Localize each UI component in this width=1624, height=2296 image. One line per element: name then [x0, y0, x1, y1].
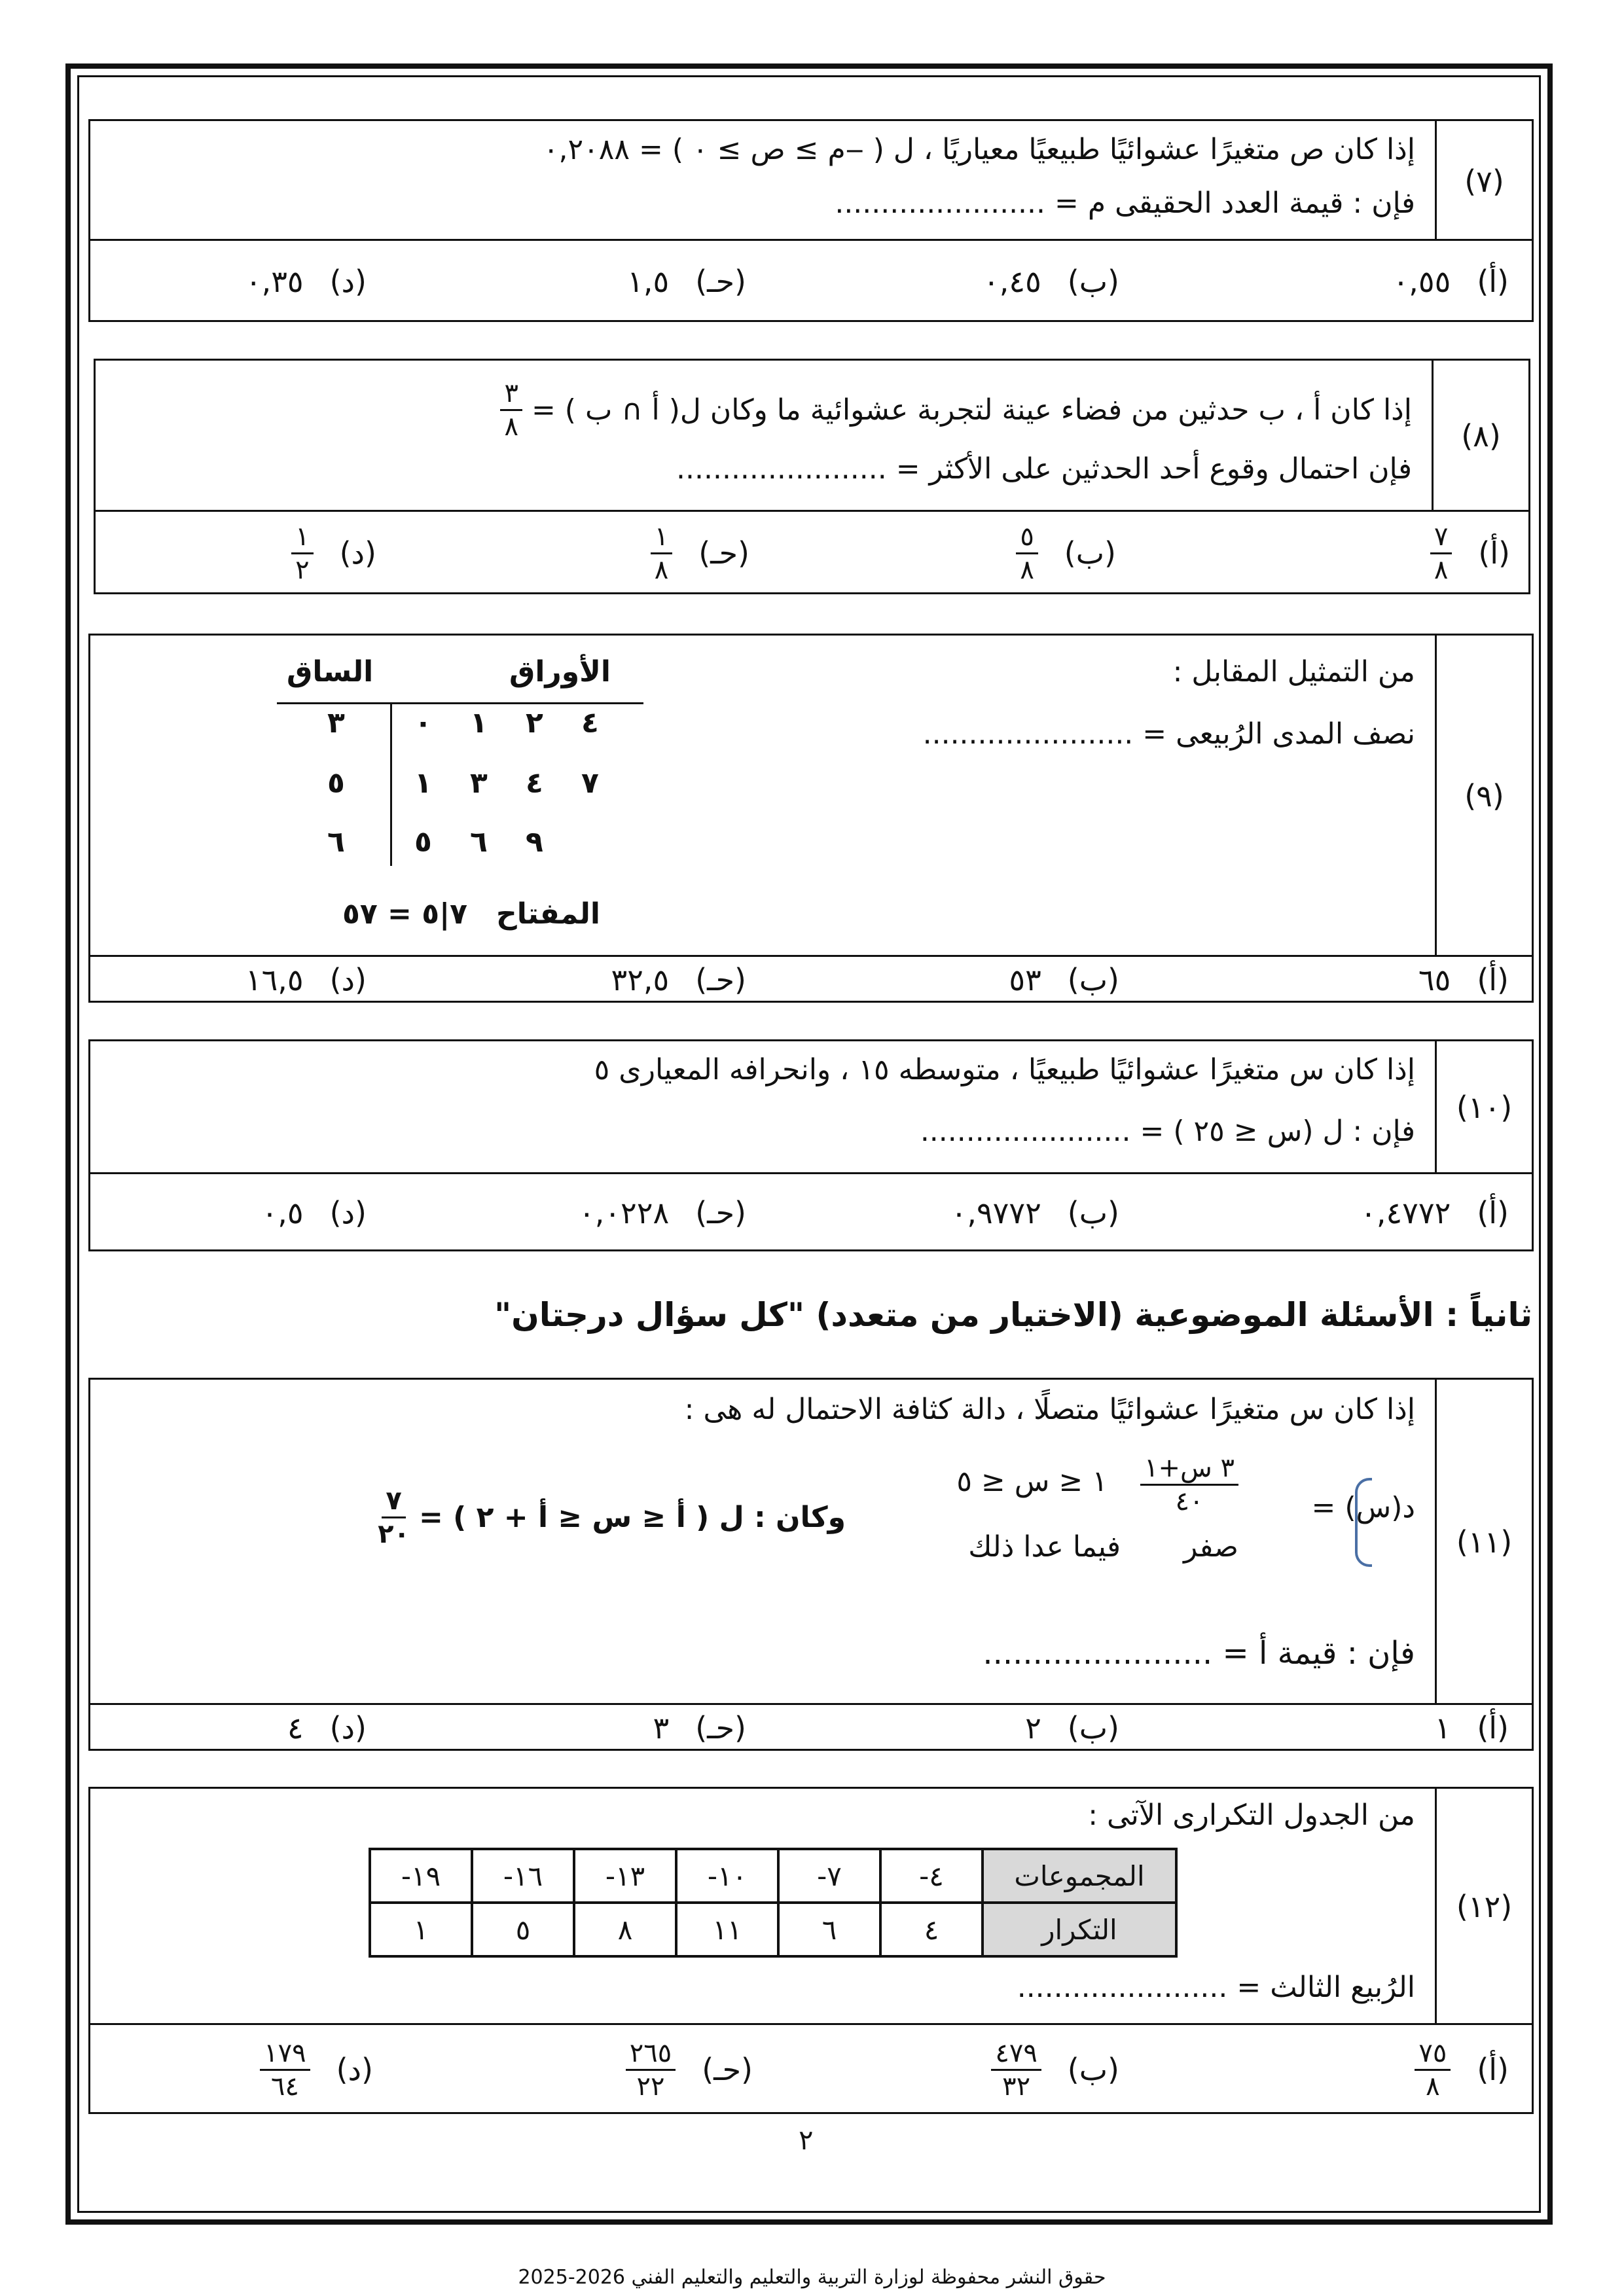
leaf-value: ٦: [470, 825, 488, 859]
option-c[interactable]: (حـ) ٣٢,٥: [611, 962, 746, 997]
section-title: ثانياً : الأسئلة الموضوعية (الاختيار من متعدد) "كل سؤال درجتان": [494, 1296, 1532, 1334]
option-d[interactable]: (د) ١٦,٥: [245, 962, 367, 997]
table-cell: ١٦-: [472, 1849, 574, 1903]
option-b[interactable]: (ب) ٠,٤٥: [983, 264, 1119, 299]
option-c[interactable]: (حـ) ١,٥: [627, 264, 746, 299]
leaf-value: ٠: [414, 706, 432, 740]
fraction: $\frac{٣}{٨}$: [500, 380, 522, 440]
stem-line-1: إذا كان س متغيرًا عشوائيًا متصلًا ، دالة كثافة الاحتمال له هى :: [684, 1393, 1415, 1426]
stem-line-1: إذا كان ص متغيرًا عشوائيًا طبيعيًا معياريًا ، ل ( ‒م ≥ ص ≥ ٠ ) = ٠,٢٠٨٨: [543, 133, 1415, 166]
option-a[interactable]: (أ) $\frac{٧٥}{٨}$: [1415, 2025, 1509, 2114]
option-d[interactable]: (د) ٤: [287, 1710, 367, 1746]
options-row: [90, 955, 1532, 1003]
table-row: [370, 1849, 1176, 1903]
options-row: [90, 2023, 1532, 2114]
copyright-footer: حقوق النشر محفوظة لوزارة التربية والتعليم والتعليم الفني 2026-2025: [518, 2266, 1106, 2289]
stem-value: ٦: [327, 825, 345, 859]
row-header: المجموعات: [983, 1849, 1176, 1903]
table-cell: ٦: [778, 1903, 880, 1956]
option-b[interactable]: (ب) $\frac{٤٧٩}{٣٢}$: [991, 2025, 1119, 2114]
option-a[interactable]: (أ) ٠,٤٧٧٢: [1360, 1195, 1509, 1230]
leaf-value: ١: [470, 706, 488, 740]
leaf-value: ٧: [581, 766, 599, 800]
option-d[interactable]: (د) ٠,٥: [261, 1195, 367, 1230]
stem-value: ٣: [327, 706, 345, 740]
page-number: ٢: [799, 2124, 814, 2156]
options-row: [90, 1703, 1532, 1751]
table-cell: ١٠-: [676, 1849, 778, 1903]
piece-1-condition: ١ ≤ س ≤ ٥: [956, 1465, 1108, 1498]
leaf-value: ٢: [526, 706, 543, 740]
leaf-value: ٣: [470, 766, 488, 800]
option-c[interactable]: (حـ) ٣: [653, 1710, 746, 1746]
options-row: [90, 1172, 1532, 1251]
stem-line-2: فإن احتمال وقوع أحد الحدثين على الأكثر = .......................: [676, 452, 1412, 486]
table-cell: ٨: [574, 1903, 676, 1956]
leaf-value: ١: [414, 766, 432, 800]
question-7: [88, 119, 1534, 322]
options-row: [90, 239, 1532, 322]
stem-line-1: إذا كان أ ، ب حدثين من فضاء عينة لتجربة عشوائية ما وكان ل( أ ∩ ب ) = $\frac{٣}{٨}$: [500, 380, 1412, 440]
table-cell: ٤-: [880, 1849, 983, 1903]
option-c[interactable]: (حـ) ٠,٠٢٢٨: [579, 1195, 746, 1230]
option-d[interactable]: (د) $\frac{١٧٩}{٦٤}$: [260, 2025, 373, 2114]
table-cell: ٥: [472, 1903, 574, 1956]
key-value: ٧|٥ = ٥٧: [342, 897, 468, 931]
option-b[interactable]: (ب) ٥٣: [1009, 962, 1119, 997]
frequency-table: [369, 1848, 1178, 1958]
key-label: المفتاح: [496, 897, 600, 931]
question-8: [94, 359, 1530, 594]
stem-line-2: فإن : ل (س ≤ ٢٥ ) = .......................: [920, 1115, 1415, 1148]
option-a[interactable]: (أ) $\frac{٧}{٨}$: [1430, 512, 1510, 594]
question-number: (١١): [1435, 1380, 1532, 1704]
question-stem: [96, 361, 1432, 511]
question-number: (٧): [1435, 121, 1532, 241]
option-a[interactable]: (أ) ٦٥: [1418, 962, 1509, 997]
option-a[interactable]: (أ) ٠,٥٥: [1392, 264, 1509, 299]
stem-line-2: نصف المدى الرُبيعى = .......................: [922, 717, 1415, 751]
stem-line-3: فإن : قيمة أ = .......................: [983, 1635, 1415, 1672]
option-d[interactable]: (د) ٠,٣٥: [245, 264, 367, 299]
stem-line-2: فإن : قيمة العدد الحقيقى م = .......................: [835, 187, 1415, 220]
question-number: (٩): [1435, 636, 1532, 956]
leaf-header: الأوراق: [509, 655, 611, 689]
leaf-value: ٤: [526, 766, 543, 800]
question-number: (٨): [1432, 361, 1528, 511]
stem-divider: [390, 702, 392, 866]
header-rule: [277, 702, 643, 704]
table-cell: ٤: [880, 1903, 983, 1956]
given-probability: وكان : ل ( أ ≤ س ≤ أ + ٢ ) = $\frac{٧}{٢٠}$: [378, 1486, 846, 1549]
option-c[interactable]: (حـ) $\frac{١}{٨}$: [651, 512, 749, 594]
stem-line-1: إذا كان س متغيرًا عشوائيًا طبيعيًا ، متوسطه ١٥ ، وانحرافه المعيارى ٥: [594, 1053, 1415, 1086]
option-b[interactable]: (ب) $\frac{٥}{٨}$: [1016, 512, 1116, 594]
option-b[interactable]: (ب) ٠,٩٧٧٢: [950, 1195, 1119, 1230]
stem-line-1: من التمثيل المقابل :: [1172, 655, 1415, 689]
table-cell: ١٣-: [574, 1849, 676, 1903]
piece-2-condition: فيما عدا ذلك: [968, 1530, 1121, 1564]
table-cell: ٧-: [778, 1849, 880, 1903]
table-cell: ١٩-: [370, 1849, 472, 1903]
stem-header: الساق: [287, 655, 374, 689]
leaf-value: ٤: [581, 706, 599, 740]
question-stem: [90, 1380, 1435, 1704]
question-stem: [90, 1041, 1435, 1174]
question-10: [88, 1039, 1534, 1251]
leaf-value: ٩: [526, 825, 543, 859]
table-cell: ١: [370, 1903, 472, 1956]
stem-line-1: من الجدول التكرارى الآتى :: [1088, 1799, 1415, 1832]
question-12: [88, 1787, 1534, 2114]
option-b[interactable]: (ب) ٢: [1025, 1710, 1119, 1746]
piece-2-value: صفر: [1183, 1530, 1238, 1564]
option-d[interactable]: (د) $\frac{١}{٢}$: [291, 512, 376, 594]
table-row: [370, 1903, 1176, 1956]
table-cell: ١١: [676, 1903, 778, 1956]
options-row: [96, 510, 1528, 594]
question-stem: [90, 121, 1435, 241]
row-header: التكرار: [983, 1903, 1176, 1956]
piece-1-expr: $\frac{\text{٣ س+١}}{٤٠}$: [1140, 1455, 1238, 1515]
question-9: [88, 634, 1534, 1003]
question-11: [88, 1378, 1534, 1751]
piecewise-brace: [1355, 1478, 1372, 1567]
stem-line-2: الرُبيع الثالث = .......................: [1017, 1971, 1415, 2004]
stem-value: ٥: [327, 766, 345, 800]
option-c[interactable]: (حـ) $\frac{٢٦٥}{٢٢}$: [626, 2025, 753, 2114]
density-label: د(س) =: [1311, 1491, 1415, 1524]
question-number: (١٢): [1435, 1789, 1532, 2024]
question-number: (١٠): [1435, 1041, 1532, 1174]
option-a[interactable]: (أ) ١: [1434, 1710, 1509, 1746]
leaf-value: ٥: [414, 825, 432, 859]
